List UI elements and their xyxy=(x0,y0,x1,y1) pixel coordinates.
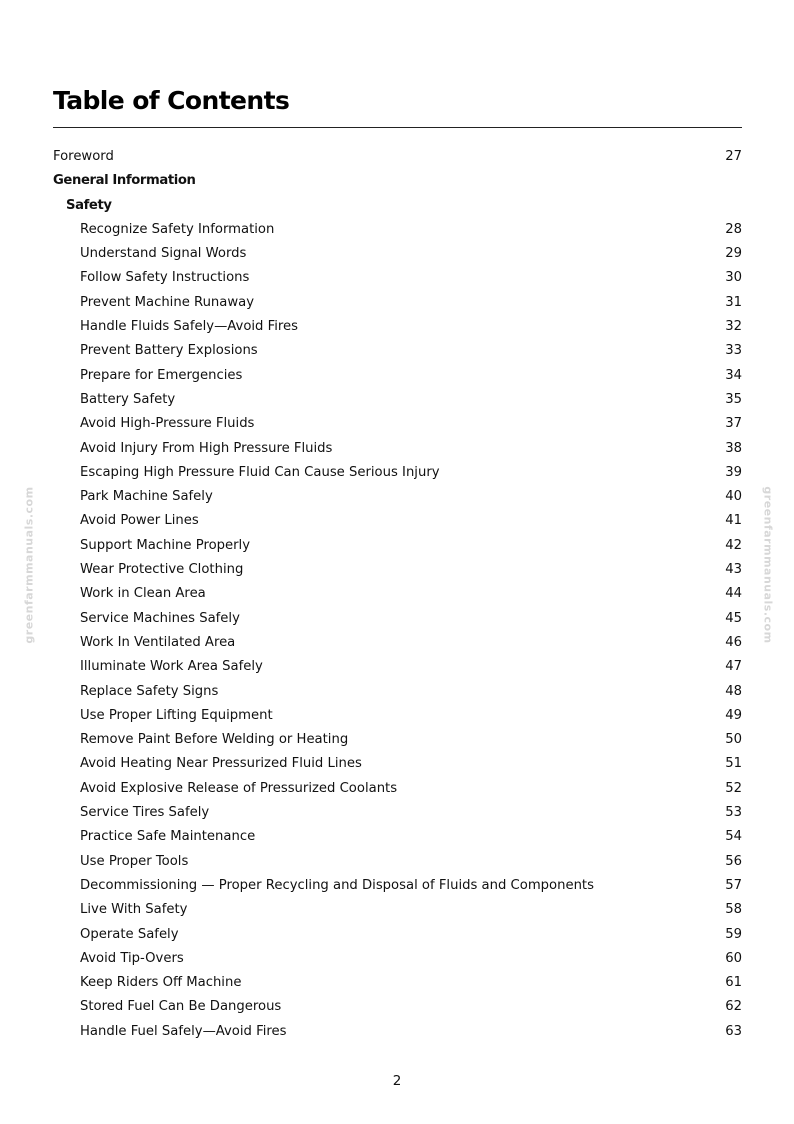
toc-entry[interactable] xyxy=(53,437,742,461)
toc-page-number: 52 xyxy=(725,780,742,796)
title-divider xyxy=(53,127,742,128)
toc-entry-title: General Information xyxy=(53,173,196,189)
toc-entry[interactable] xyxy=(53,364,742,388)
toc-entry-title: Avoid Injury From High Pressure Fluids xyxy=(80,440,333,456)
toc-entry-title: Avoid Power Lines xyxy=(80,513,199,529)
toc-entry-title: Service Machines Safely xyxy=(80,610,240,626)
toc-entry-title: Prevent Machine Runaway xyxy=(80,294,255,310)
toc-entry[interactable] xyxy=(53,752,742,776)
toc-page-number: 51 xyxy=(725,756,742,772)
toc-entry-title: Service Tires Safely xyxy=(80,805,210,821)
toc-entry-title: Follow Safety Instructions xyxy=(80,270,250,286)
toc-page-number: 49 xyxy=(725,707,742,723)
toc-page-number: 31 xyxy=(725,294,742,310)
toc-entry[interactable] xyxy=(53,534,742,558)
toc-entry[interactable] xyxy=(53,947,742,971)
toc-entry[interactable] xyxy=(53,995,742,1019)
toc-page-number: 33 xyxy=(725,343,742,359)
toc-entry-title: Avoid High-Pressure Fluids xyxy=(80,416,255,432)
toc-entry[interactable] xyxy=(53,315,742,339)
toc-entry-title: Avoid Tip-Overs xyxy=(80,950,184,966)
toc-entry[interactable] xyxy=(53,850,742,874)
toc-page-number: 42 xyxy=(725,537,742,553)
toc-page-number: 37 xyxy=(725,416,742,432)
toc-page-number: 53 xyxy=(725,805,742,821)
toc-entry[interactable] xyxy=(53,607,742,631)
toc-entry-title: Battery Safety xyxy=(80,391,176,407)
toc-entry-title: Avoid Explosive Release of Pressurized Coolants xyxy=(80,780,398,796)
toc-entry-title: Understand Signal Words xyxy=(80,246,247,262)
toc-page-number: 62 xyxy=(725,999,742,1015)
toc-entry-title: Operate Safely xyxy=(80,926,179,942)
toc-entry[interactable] xyxy=(53,485,742,509)
toc-entry-title: Keep Riders Off Machine xyxy=(80,975,242,991)
toc-page-number: 63 xyxy=(725,1023,742,1039)
toc-page-number: 47 xyxy=(725,659,742,675)
toc-section-heading xyxy=(53,169,742,193)
toc-page-number: 59 xyxy=(725,926,742,942)
toc-entry-title: Escaping High Pressure Fluid Can Cause Serious Injury xyxy=(80,464,440,480)
toc-page-number: 60 xyxy=(725,950,742,966)
toc-entry[interactable] xyxy=(53,412,742,436)
toc-page-number: 28 xyxy=(725,221,742,237)
toc-entry[interactable] xyxy=(53,923,742,947)
toc-entry-title: Avoid Heating Near Pressurized Fluid Lines xyxy=(80,756,362,772)
toc-entry-title: Work In Ventilated Area xyxy=(80,634,236,650)
toc-entry-title: Use Proper Tools xyxy=(80,853,189,869)
toc-page-number: 40 xyxy=(725,489,742,505)
toc-section-heading xyxy=(53,194,742,218)
toc-entry[interactable] xyxy=(53,582,742,606)
toc-entry-title: Prepare for Emergencies xyxy=(80,367,243,383)
toc-entry[interactable] xyxy=(53,1020,742,1044)
toc-entry[interactable] xyxy=(53,655,742,679)
toc-entry[interactable] xyxy=(53,825,742,849)
toc-page-number: 39 xyxy=(725,464,742,480)
toc-entry[interactable] xyxy=(53,461,742,485)
page-number: 2 xyxy=(392,1073,402,1089)
toc-page-number: 57 xyxy=(725,877,742,893)
toc-entry-title: Wear Protective Clothing xyxy=(80,562,244,578)
toc-page-number: 56 xyxy=(725,853,742,869)
toc-entry[interactable] xyxy=(53,728,742,752)
toc-entry[interactable] xyxy=(53,145,742,169)
toc-entry-title: Handle Fluids Safely—Avoid Fires xyxy=(80,319,299,335)
toc-page-number: 41 xyxy=(725,513,742,529)
toc-page-number: 38 xyxy=(725,440,742,456)
toc-entry[interactable] xyxy=(53,680,742,704)
toc-entry[interactable] xyxy=(53,339,742,363)
toc-entry-title: Illuminate Work Area Safely xyxy=(80,659,263,675)
toc-entry[interactable] xyxy=(53,509,742,533)
toc-entry[interactable] xyxy=(53,704,742,728)
table-of-contents xyxy=(53,145,742,1044)
toc-entry[interactable] xyxy=(53,242,742,266)
toc-entry-title: Decommissioning — Proper Recycling and Disposal of Fluids and Components xyxy=(80,877,594,893)
toc-entry[interactable] xyxy=(53,874,742,898)
toc-entry-title: Support Machine Properly xyxy=(80,537,251,553)
toc-page-number: 50 xyxy=(725,732,742,748)
toc-page-number: 30 xyxy=(725,270,742,286)
toc-page-number: 48 xyxy=(725,683,742,699)
toc-entry[interactable] xyxy=(53,388,742,412)
toc-entry-title: Remove Paint Before Welding or Heating xyxy=(80,732,349,748)
toc-page-number: 35 xyxy=(725,391,742,407)
toc-page-number: 44 xyxy=(725,586,742,602)
watermark-left: greenfarmmanuals.com xyxy=(22,486,36,644)
toc-page-number: 46 xyxy=(725,634,742,650)
toc-entry-title: Work in Clean Area xyxy=(80,586,206,602)
toc-page-number: 45 xyxy=(725,610,742,626)
toc-entry[interactable] xyxy=(53,218,742,242)
toc-page-number: 58 xyxy=(725,902,742,918)
toc-page-number: 34 xyxy=(725,367,742,383)
toc-entry-title: Park Machine Safely xyxy=(80,489,213,505)
toc-entry[interactable] xyxy=(53,558,742,582)
toc-entry-title: Practice Safe Maintenance xyxy=(80,829,256,845)
page-title: Table of Contents xyxy=(53,86,290,115)
toc-entry-title: Foreword xyxy=(53,149,114,164)
toc-entry[interactable] xyxy=(53,971,742,995)
toc-page-number: 27 xyxy=(725,149,742,164)
toc-entry-title: Replace Safety Signs xyxy=(80,683,219,699)
toc-entry-title: Recognize Safety Information xyxy=(80,221,275,237)
toc-page-number: 29 xyxy=(725,246,742,262)
toc-entry-title: Prevent Battery Explosions xyxy=(80,343,258,359)
toc-entry[interactable] xyxy=(53,291,742,315)
toc-page-number: 61 xyxy=(725,975,742,991)
watermark-right: greenfarmmanuals.com xyxy=(761,486,775,644)
toc-page-number: 32 xyxy=(725,319,742,335)
toc-entry[interactable] xyxy=(53,898,742,922)
toc-entry[interactable] xyxy=(53,801,742,825)
toc-entry-title: Safety xyxy=(66,197,112,213)
toc-page-number: 54 xyxy=(725,829,742,845)
toc-entry[interactable] xyxy=(53,266,742,290)
toc-entry-title: Use Proper Lifting Equipment xyxy=(80,707,273,723)
toc-page-number: 43 xyxy=(725,562,742,578)
toc-entry-title: Stored Fuel Can Be Dangerous xyxy=(80,999,282,1015)
toc-entry-title: Handle Fuel Safely—Avoid Fires xyxy=(80,1023,287,1039)
toc-entry-title: Live With Safety xyxy=(80,902,188,918)
toc-entry[interactable] xyxy=(53,631,742,655)
toc-entry[interactable] xyxy=(53,777,742,801)
